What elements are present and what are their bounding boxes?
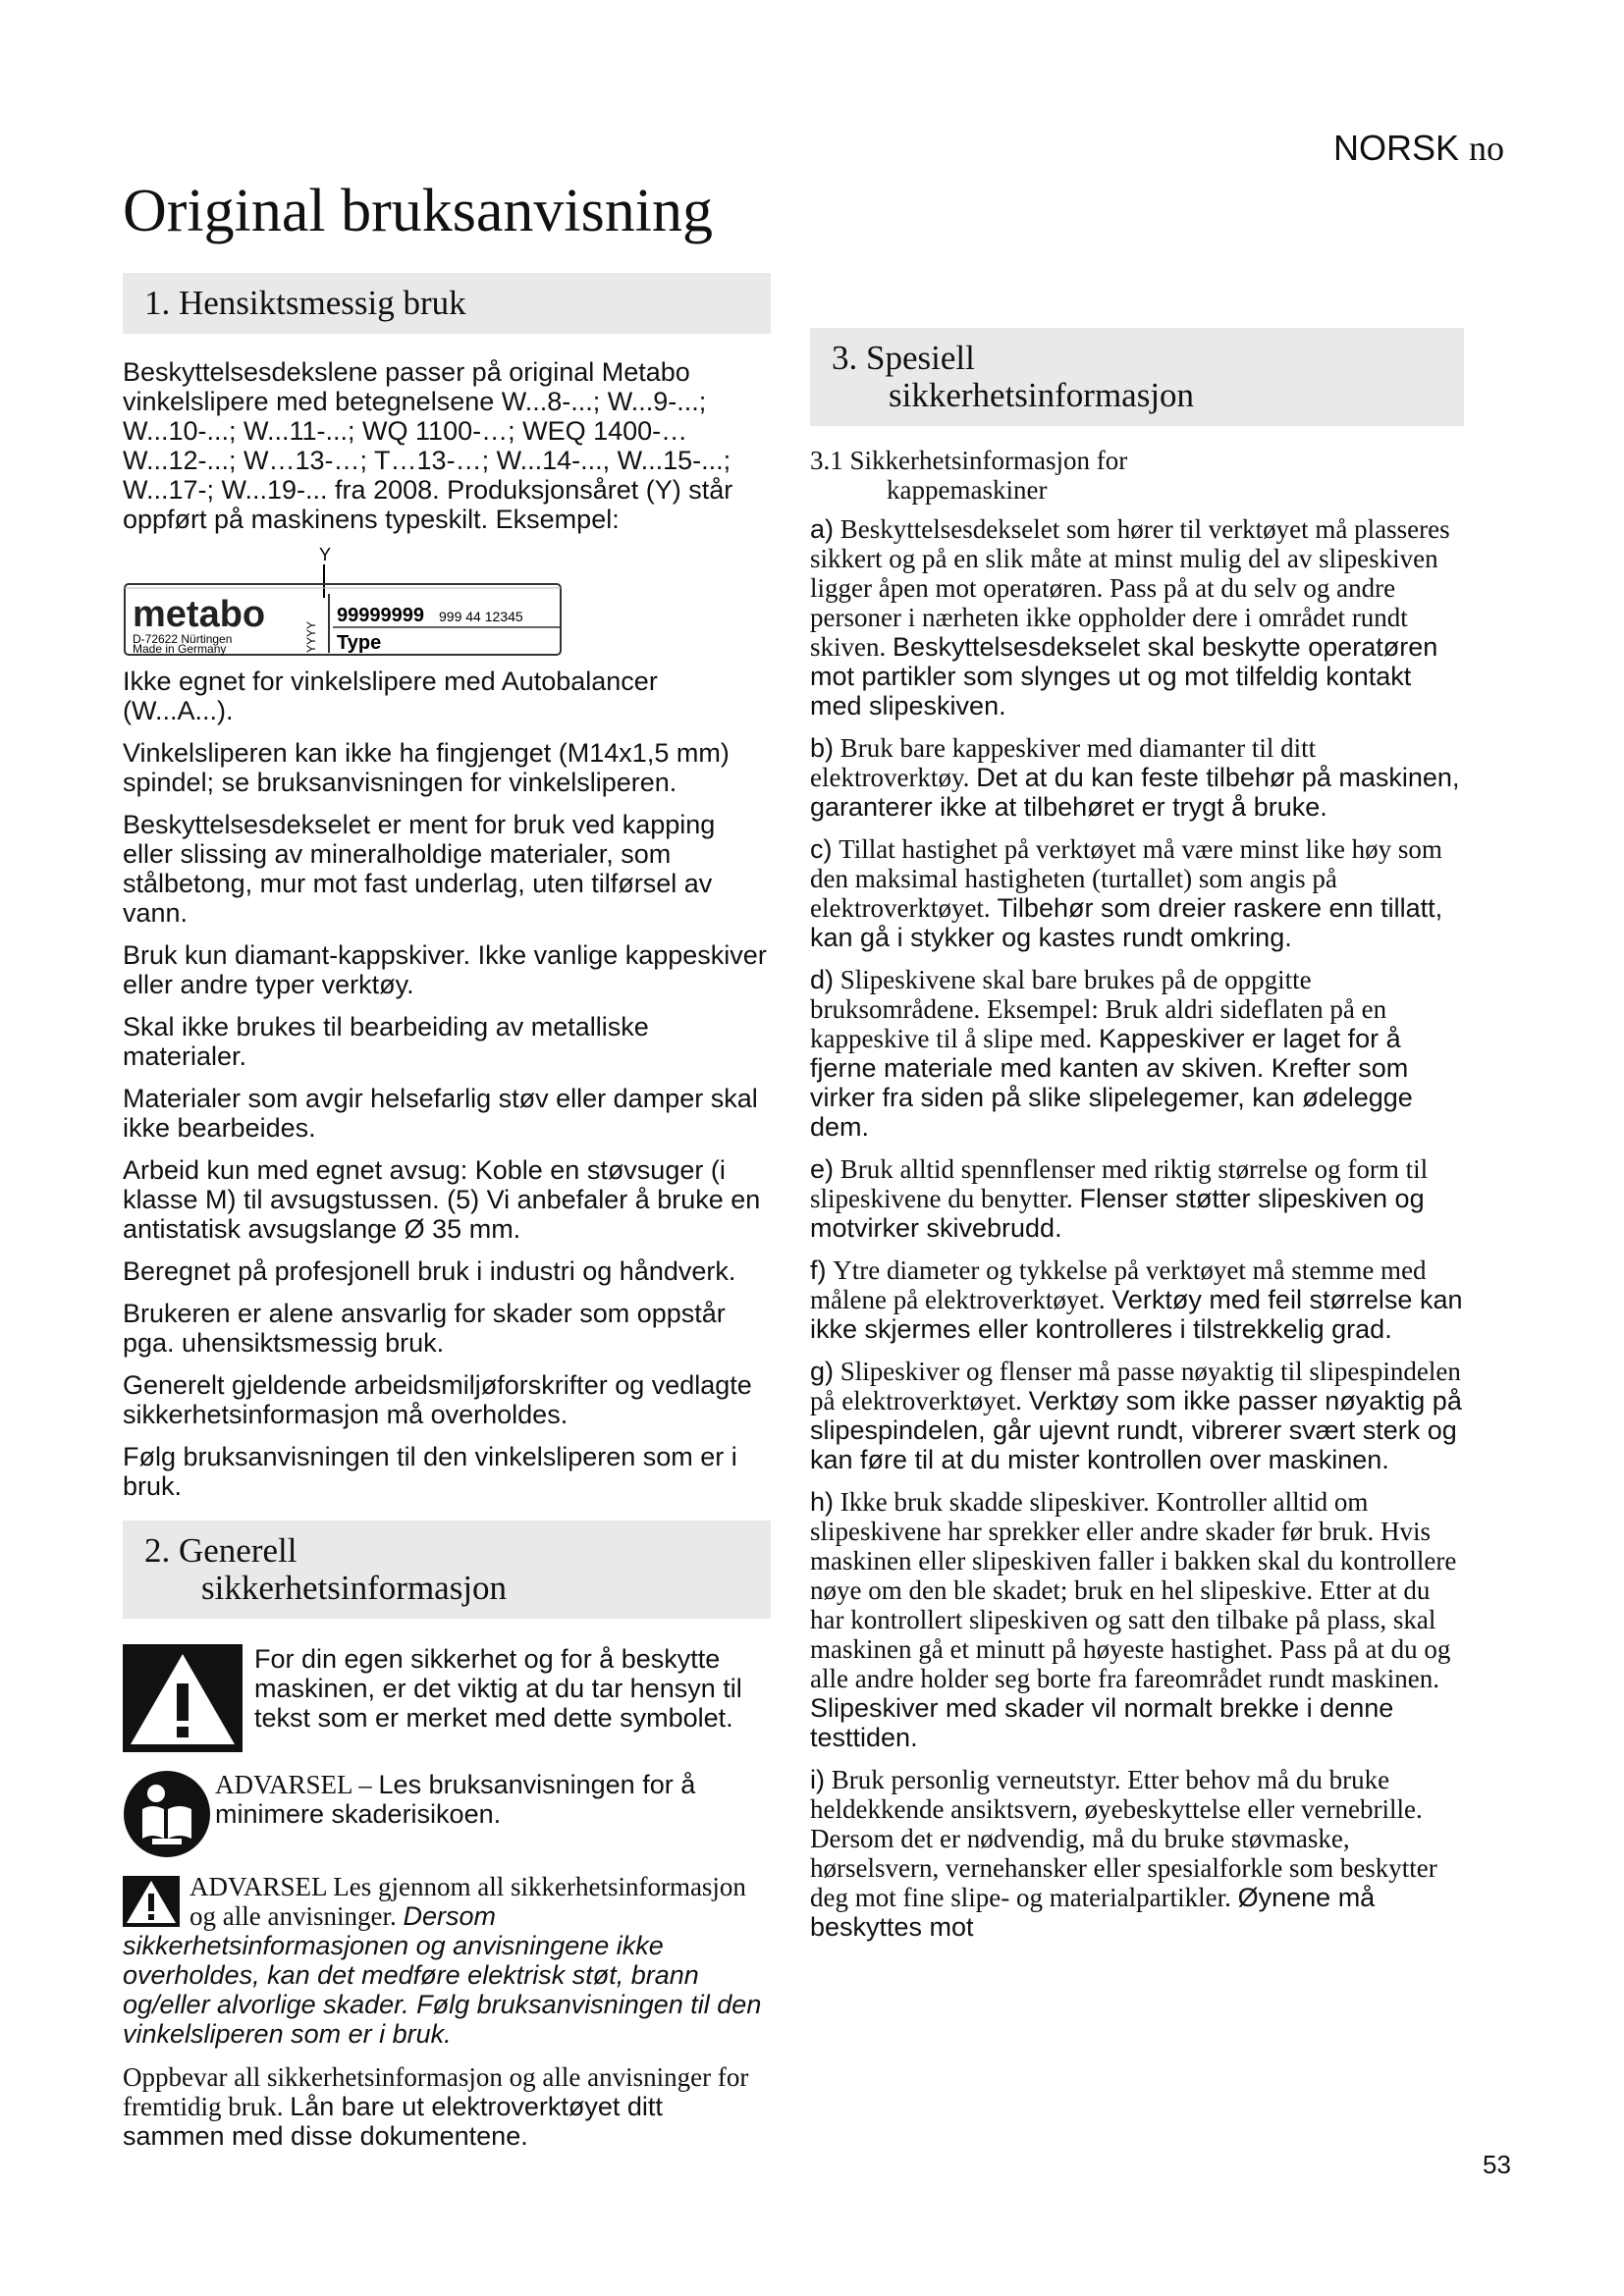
item-label: b) — [810, 733, 835, 763]
s3-item — [810, 834, 1464, 952]
s1-para: Beregnet på profesjonell bruk i industri og håndverk. — [123, 1256, 736, 1286]
item-sans: Flenser støtter slipeskiven og motvirker skivebrudd. — [810, 1184, 1425, 1243]
s3-item — [810, 1765, 1464, 1942]
item-label: c) — [810, 834, 833, 864]
item-sans: Slipeskiver med skader vil normalt brekke i denne testtiden. — [810, 1693, 1394, 1752]
s1-para: Skal ikke brukes til bearbeiding av metalliske materialer. — [123, 1012, 649, 1071]
small-warning-icon — [123, 1876, 180, 1927]
s1-para: Bruk kun diamant-kappskiver. Ikke vanlige kappeskiver eller andre typer verktøy. — [123, 940, 767, 999]
s1-para: Ikke egnet for vinkelslipere med Autobalancer (W...A...). — [123, 667, 658, 725]
advarsel-block — [123, 1872, 771, 2049]
s1-intro: Beskyttelsesdekslene passer på original Metabo vinkelslipere med betegnelsene W...8-...; W...9-...; W...10-...; W...11-...; WQ 1100-…; WEQ 1400-… W...12-...; W…13-…; T…13-…; W...14-..., W...15-...; W...17-; W...19-... fra 2008. Produksjonsåret (Y) står oppført på maskinens typeskilt. Eksempel: — [123, 357, 733, 534]
item-serif: Slipeskiver og flenser må passe nøyaktig til slipespindelen på elektroverktøyet. — [810, 1357, 1461, 1415]
plate-serial-small: 999 44 12345 — [439, 609, 523, 624]
right-column — [810, 267, 1464, 1954]
item-serif: Ikke bruk skadde slipeskiver. Kontroller alltid om slipeskivene har sprekker eller andre skader før bruk. Hvis maskinen eller slipeskiven faller i bakken skal du kontrollere nøye om den ble skadet; bruk en hel slipeskive. Etter at du har kontrollert slipeskiven og satt den tilbake på plass, skal maskinen gå et minutt på høyeste hastighet. Pass på at du og alle andre holder seg borte fra fareområdet rundt maskinen. — [810, 1487, 1457, 1693]
advarsel-serif: ADVARSEL Les gjennom all sikkerhetsinformasjon og alle anvisninger. — [189, 1872, 746, 1931]
warning-symbol-text: For din egen sikkerhet og for å beskytte maskinen, er det viktig at du tar hensyn til tekst som er merket med dette symbolet. — [254, 1644, 742, 1733]
s3-heading-line2: sikkerhetsinformasjon — [889, 376, 1195, 414]
plate-yyyy: YYYY — [304, 620, 318, 653]
item-label: f) — [810, 1255, 827, 1285]
item-label: a) — [810, 514, 835, 544]
language-name: NORSK — [1333, 128, 1460, 168]
item-sans: Det at du kan feste tilbehør på maskinen, garanterer ikke at tilbehøret er trygt å bruke. — [810, 763, 1460, 822]
keep-instructions — [123, 2062, 771, 2151]
s3-item — [810, 514, 1464, 721]
s1-para: Brukeren er alene ansvarlig for skader som oppstår pga. uhensiktsmessig bruk. — [123, 1299, 726, 1358]
item-serif: Bruk bare kappeskiver med diamanter til ditt elektroverktøy. — [810, 733, 1317, 792]
language-code: no — [1469, 129, 1505, 168]
item-serif: Ytre diameter og tykkelse på verktøyet må stemme med målene på elektroverktøyet. — [810, 1255, 1427, 1314]
keep-serif: Oppbevar all sikkerhetsinformasjon og alle anvisninger for fremtidig bruk. — [123, 2062, 749, 2121]
item-serif: Bruk alltid spennflenser med riktig størrelse og form til slipeskivene du benytter. — [810, 1154, 1429, 1213]
item-sans: Tilbehør som dreier raskere enn tillatt, kan gå i stykker og kastes rundt omkring. — [810, 893, 1443, 952]
warning-triangle-icon — [123, 1644, 243, 1752]
read-manual-icon — [123, 1770, 211, 1858]
plate-serial-big: 99999999 — [337, 605, 424, 626]
item-label: d) — [810, 965, 835, 994]
s1-para: Generelt gjeldende arbeidsmiljøforskrifter og vedlagte sikkerhetsinformasjon må overholdes. — [123, 1370, 752, 1429]
plate-type: Type — [337, 632, 382, 654]
s1-para: Vinkelsliperen kan ikke ha fingjenget (M14x1,5 mm) spindel; se bruksanvisningen for vinkelsliperen. — [123, 738, 730, 797]
subsection-3-1-heading — [810, 446, 1464, 505]
continuation-spacer — [810, 267, 1464, 328]
item-serif: Slipeskivene skal bare brukes på de oppgitte bruksområdene. Eksempel: Bruk aldri sideflaten på en kappeskive til å slipe med. — [810, 965, 1387, 1053]
type-plate — [123, 547, 574, 657]
keep-sans: Lån bare ut elektroverktøyet ditt sammen med disse dokumentene. — [123, 2092, 663, 2151]
section-2-heading — [123, 1521, 771, 1619]
item-sans: Beskyttelsesdekselet skal beskytte operatøren mot partikler som slynges ut og mot tilfeldig kontakt med slipeskiven. — [810, 632, 1438, 721]
warning-symbol-block — [123, 1644, 771, 1752]
read-manual-text — [215, 1770, 771, 1829]
document-title: Original bruksanvisning — [123, 178, 713, 244]
section-1-heading: 1. Hensiktsmessig bruk — [123, 273, 771, 334]
s3-heading-line1: 3. Spesiell — [832, 339, 975, 377]
s3-item — [810, 1255, 1464, 1344]
advarsel-italic: Dersom sikkerhetsinformasjonen og anvisningene ikke overholdes, kan det medføre elektrisk støt, brann og/eller alvorlige skader. Følg bruksanvisningen til den vinkelsliperen som er i bruk. — [123, 1901, 762, 2049]
section-3-heading — [810, 328, 1464, 426]
item-label: g) — [810, 1357, 835, 1386]
s3-sub-line1: 3.1 Sikkerhetsinformasjon for — [810, 446, 1128, 475]
item-sans: Øynene må beskyttes mot — [810, 1883, 1376, 1942]
item-serif: Tillat hastighet på verktøyet må være minst like høy som den maksimal hastigheten (turtallet) som angis på elektroverktøyet. — [810, 834, 1442, 923]
item-sans: Kappeskiver er laget for å fjerne materiale med kanten av skiven. Krefter som virker fra siden på slike slipelegemer, kan ødelegge dem. — [810, 1024, 1413, 1142]
s3-item — [810, 733, 1464, 822]
plate-address-2: Made in Germany — [133, 642, 227, 656]
metabo-logo: metabo — [133, 594, 266, 635]
s3-item — [810, 1357, 1464, 1474]
s3-item — [810, 965, 1464, 1142]
type-plate-figure — [123, 547, 771, 657]
item-sans: Verktøy som ikke passer nøyaktig på slipespindelen, går ujevnt rundt, vibrerer svært sterk og kan føre til at du mister kontrollen over maskinen. — [810, 1386, 1462, 1474]
item-label: h) — [810, 1487, 835, 1517]
s1-para: Arbeid kun med egnet avsug: Koble en støvsuger (i klasse M) til avsugstussen. (5) Vi anbefaler å bruke en antistatisk avsugslange Ø 35 mm. — [123, 1155, 761, 1244]
s2-heading-line2: sikkerhetsinformasjon — [201, 1569, 508, 1607]
s1-para: Materialer som avgir helsefarlig støv eller damper skal ikke bearbeides. — [123, 1084, 758, 1143]
read-manual-block — [123, 1770, 771, 1858]
plate-y-label: Y — [319, 547, 332, 564]
read-manual-label: ADVARSEL – — [215, 1770, 379, 1799]
item-serif: Beskyttelsesdekselet som hører til verktøyet må plasseres sikkert og på en slik måte at minst mulig del av slipeskiven ligger åpen mot operatøren. Pass på at du selv og andre personer i nærheten ikke oppholder dere i området rundt skiven. — [810, 514, 1450, 662]
advarsel-text — [123, 1872, 771, 2049]
s2-heading-line1: 2. Generell — [144, 1531, 298, 1570]
item-label: e) — [810, 1154, 835, 1184]
item-sans: Verktøy med feil størrelse kan ikke skjermes eller kontrolleres i tilstrekkelig grad. — [810, 1285, 1463, 1344]
s3-item — [810, 1154, 1464, 1243]
read-manual-body: Les bruksanvisningen for å minimere skaderisikoen. — [215, 1770, 696, 1829]
s1-para: Følg bruksanvisningen til den vinkelsliperen som er i bruk. — [123, 1442, 737, 1501]
s3-sub-line2: kappemaskiner — [887, 475, 1048, 505]
item-serif: Bruk personlig verneutstyr. Etter behov må du bruke heldekkende ansiktsvern, øyebeskyttelse eller vernebrille. Dersom det er nødvendig, må du bruke støvmaske, hørselsvern, vernehansker eller spesialforkle som beskytter deg mot fine slipe- og materialpartikler. — [810, 1765, 1437, 1912]
language-header — [1333, 128, 1504, 169]
s1-para: Beskyttelsesdekselet er ment for bruk ved kapping eller slissing av mineralholdige materialer, som stålbetong, mur mot fast underlag, uten tilførsel av vann. — [123, 810, 716, 928]
item-label: i) — [810, 1765, 825, 1794]
s3-item — [810, 1487, 1464, 1752]
page-number: 53 — [1483, 2150, 1511, 2179]
plate-address-1: D-72622 Nürtingen — [133, 632, 233, 646]
left-column — [123, 273, 771, 2163]
